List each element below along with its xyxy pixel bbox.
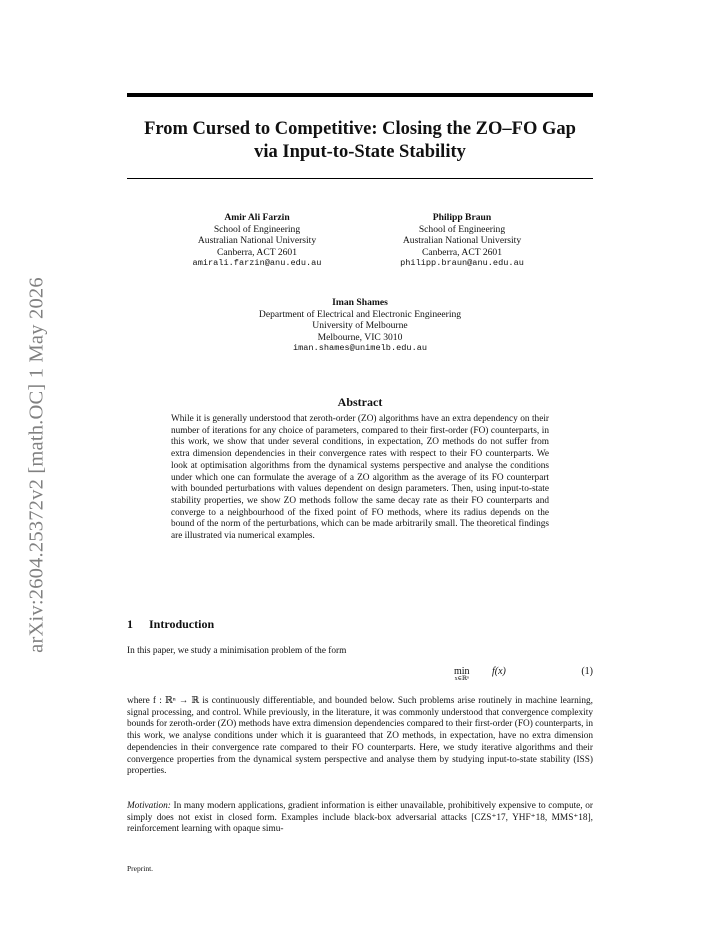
author-name: Iman Shames bbox=[332, 297, 388, 308]
author-institution: University of Melbourne bbox=[312, 320, 408, 332]
title-bottom-rule bbox=[127, 178, 593, 179]
motivation-paragraph bbox=[127, 801, 593, 836]
top-rule bbox=[127, 93, 593, 97]
author-email: iman.shames@unimelb.edu.au bbox=[292, 343, 428, 354]
author-block-2 bbox=[367, 212, 557, 270]
section-title: Introduction bbox=[149, 617, 215, 631]
author-city: Melbourne, VIC 3010 bbox=[317, 331, 403, 343]
preprint-footer: Preprint. bbox=[127, 864, 154, 873]
author-city: Canberra, ACT 2601 bbox=[216, 246, 298, 258]
equation-1 bbox=[127, 666, 593, 688]
equation-expression: f(x) bbox=[492, 666, 506, 677]
author-email: philipp.braun@anu.edu.au bbox=[400, 258, 524, 269]
author-name: Amir Ali Farzin bbox=[224, 212, 290, 223]
equation-subscript: x∈ℝⁿ bbox=[454, 676, 469, 682]
author-institution: Australian National University bbox=[402, 235, 522, 247]
author-department: School of Engineering bbox=[213, 223, 301, 235]
intro-paragraph-2: where f : ℝⁿ → ℝ is continuously differentiable, and bounded below. Such problems arise routinely in machine learning, signal processing, and control. While previously, in the literature, it was commonly understood that convergence complexity bounds for zeroth-order (ZO) methods have extra dimension dependencies compared to their first-order (FO) counterparts, in this work, we analyse conditions under which it is guaranteed that ZO methods, in expectation, have no extra dimension dependencies in their convergence rate compared to their FO counterparts. Here, we study iterative algorithms and their convergence properties from the dynamical system perspective and analyse them by studying input-to-state stability (ISS) properties. bbox=[127, 696, 593, 777]
author-city: Canberra, ACT 2601 bbox=[421, 246, 503, 258]
equation-min: min bbox=[454, 666, 470, 677]
motivation-text: In many modern applications, gradient information is either unavailable, prohibitively expensive to compute, or simply does not exist in closed form. Examples include black-box adversarial attacks [CZS⁺17, YHF⁺18, MMS⁺18], reinforcement learning with opaque simu- bbox=[127, 801, 593, 835]
author-department: Department of Electrical and Electronic Engineering bbox=[258, 308, 462, 320]
section-number: 1 bbox=[127, 617, 133, 631]
intro-paragraph-1: In this paper, we study a minimisation problem of the form bbox=[127, 646, 347, 656]
arxiv-identifier: arXiv:2604.25372v2 [math.OC] 1 May 2026 bbox=[25, 277, 48, 653]
author-block-3 bbox=[210, 297, 510, 355]
title-line-1: From Cursed to Competitive: Closing the ZO–FO Gap bbox=[144, 119, 576, 139]
author-email: amirali.farzin@anu.edu.au bbox=[192, 258, 322, 269]
abstract-text: While it is generally understood that zeroth-order (ZO) algorithms have an extra dependency on their number of iterations for any choice of parameters, compared to their first-order (FO) counterparts, in this work, we show that under several conditions, in expectation, ZO methods do not suffer from extra dimension dependencies in their convergence rates with respect to their FO counterparts. We look at optimisation algorithms from the dynamical systems perspective and analyse the conditions under which one can formulate the average of a ZO algorithm as the average of its FO counterpart with bounded perturbations with values dependent on design parameters. Then, using input-to-state stability properties, we show ZO methods follow the same decay rate as their FO counterparts and converge to a neighbourhood of the fixed point of FO methods, where its radius depends on the bound of the norm of the perturbations, which can be made arbitrarily small. The theoretical findings are illustrated via numerical examples. bbox=[171, 414, 549, 542]
motivation-label: Motivation: bbox=[127, 801, 171, 811]
abstract-heading: Abstract bbox=[337, 395, 383, 409]
title-line-2: via Input-to-State Stability bbox=[254, 142, 466, 162]
author-name: Philipp Braun bbox=[432, 212, 492, 223]
author-department: School of Engineering bbox=[418, 223, 506, 235]
equation-operator bbox=[454, 666, 470, 682]
paper-title bbox=[118, 118, 602, 164]
section-heading bbox=[127, 617, 214, 632]
author-institution: Australian National University bbox=[197, 235, 317, 247]
author-block-1 bbox=[162, 212, 352, 270]
equation-number: (1) bbox=[581, 666, 593, 677]
